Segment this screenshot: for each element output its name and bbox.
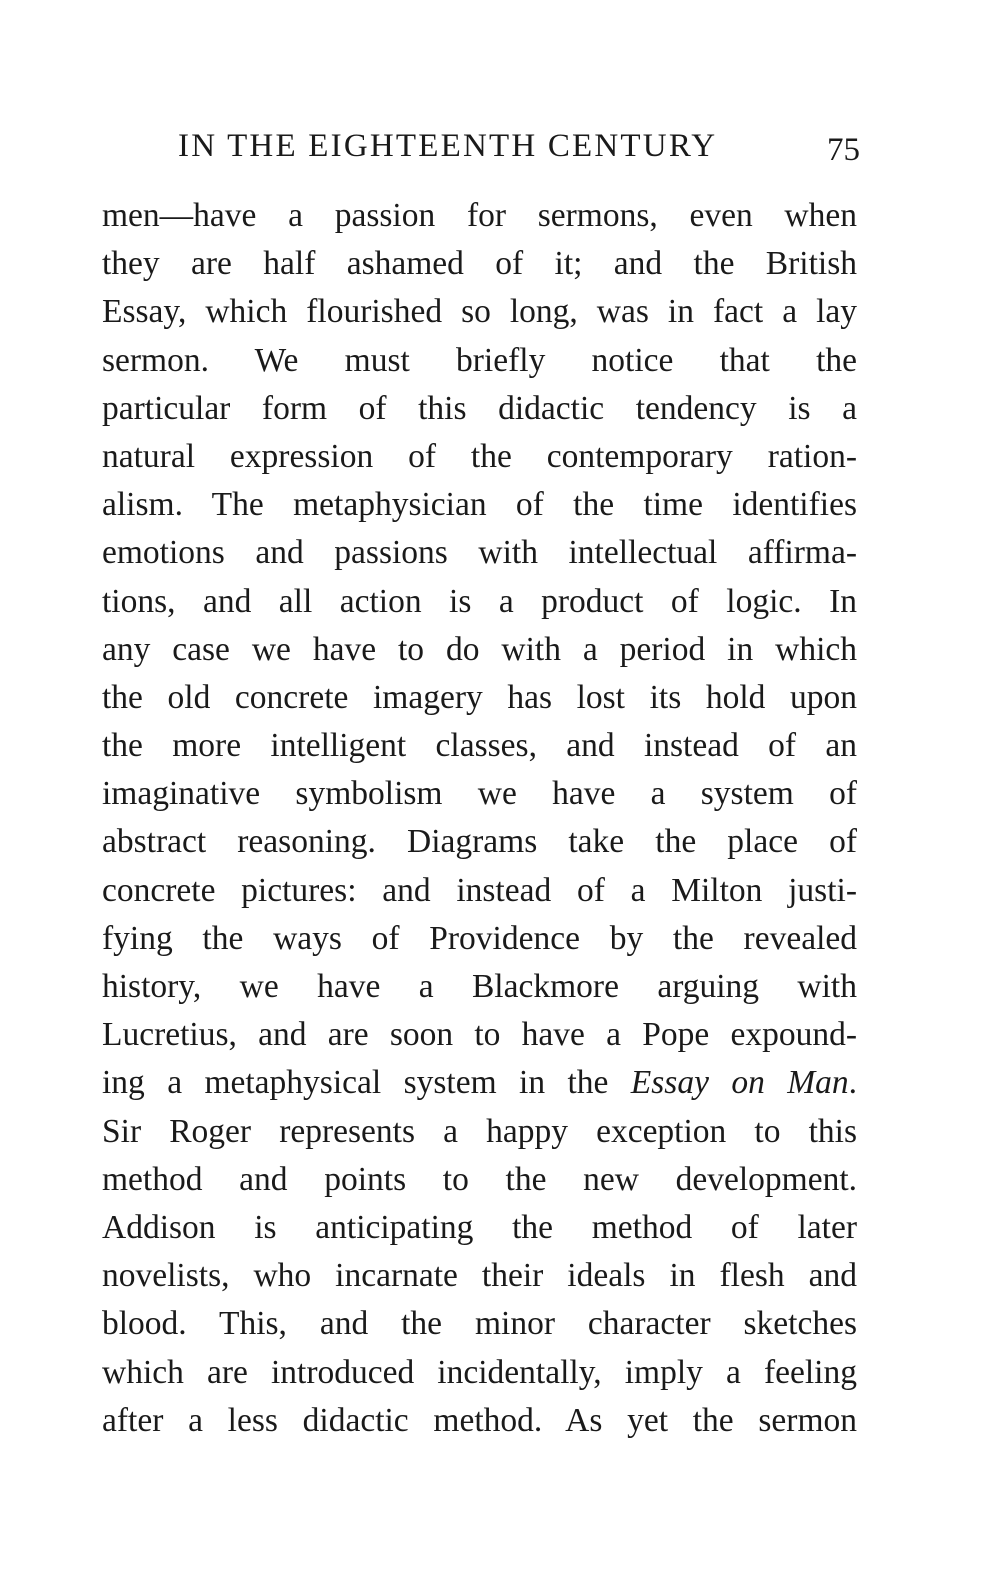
text-line: sermon. We must briefly notice that the	[102, 341, 857, 379]
text-line: Sir Roger represents a happy exception to this	[102, 1112, 857, 1150]
text-line: particular form of this didactic tendency is a	[102, 389, 857, 427]
text-line: the old concrete imagery has lost its hold upon	[102, 678, 857, 716]
text-line: method and points to the new development.	[102, 1160, 857, 1198]
text-line: the more intelligent classes, and instead of an	[102, 727, 857, 765]
text-fragment: ing a metaphysical system in the	[102, 1064, 631, 1102]
text-line: any case we have to do with a period in which	[102, 630, 857, 668]
text-line: men—have a passion for sermons, even when	[102, 197, 857, 234]
text-line: fying the ways of Providence by the revealed	[102, 919, 857, 957]
running-header	[178, 124, 860, 168]
book-title: Essay on Man	[630, 1064, 849, 1102]
text-line: natural expression of the contemporary ration-	[102, 437, 857, 475]
text-line: Lucretius, and are soon to have a Pope expound-	[102, 1016, 857, 1054]
text-line: abstract reasoning. Diagrams take the place of	[102, 823, 857, 861]
text-line: tions, and all action is a product of logic. In	[102, 582, 857, 620]
text-line: emotions and passions with intellectual affirma-	[102, 534, 857, 572]
text-line: they are half ashamed of it; and the British	[102, 245, 857, 283]
body-text	[102, 192, 857, 1445]
text-line-with-title	[102, 1059, 857, 1107]
text-line: after a less didactic method. As yet the sermon	[102, 1401, 857, 1439]
running-title: IN THE EIGHTEENTH CENTURY	[178, 128, 718, 164]
text-line: alism. The metaphysician of the time identifies	[102, 486, 857, 524]
text-line: concrete pictures: and instead of a Milton justi-	[102, 871, 857, 909]
page-number: 75	[827, 132, 860, 168]
text-line: imaginative symbolism we have a system of	[102, 775, 857, 813]
text-line: which are introduced incidentally, imply a feeling	[102, 1353, 857, 1391]
text-fragment: .	[848, 1064, 857, 1102]
text-line: history, we have a Blackmore arguing with	[102, 968, 857, 1005]
text-line: Addison is anticipating the method of later	[102, 1208, 857, 1246]
text-line: blood. This, and the minor character sketches	[102, 1305, 857, 1343]
text-line: Essay, which flourished so long, was in fact a lay	[102, 293, 857, 331]
text-line: novelists, who incarnate their ideals in flesh and	[102, 1257, 857, 1295]
